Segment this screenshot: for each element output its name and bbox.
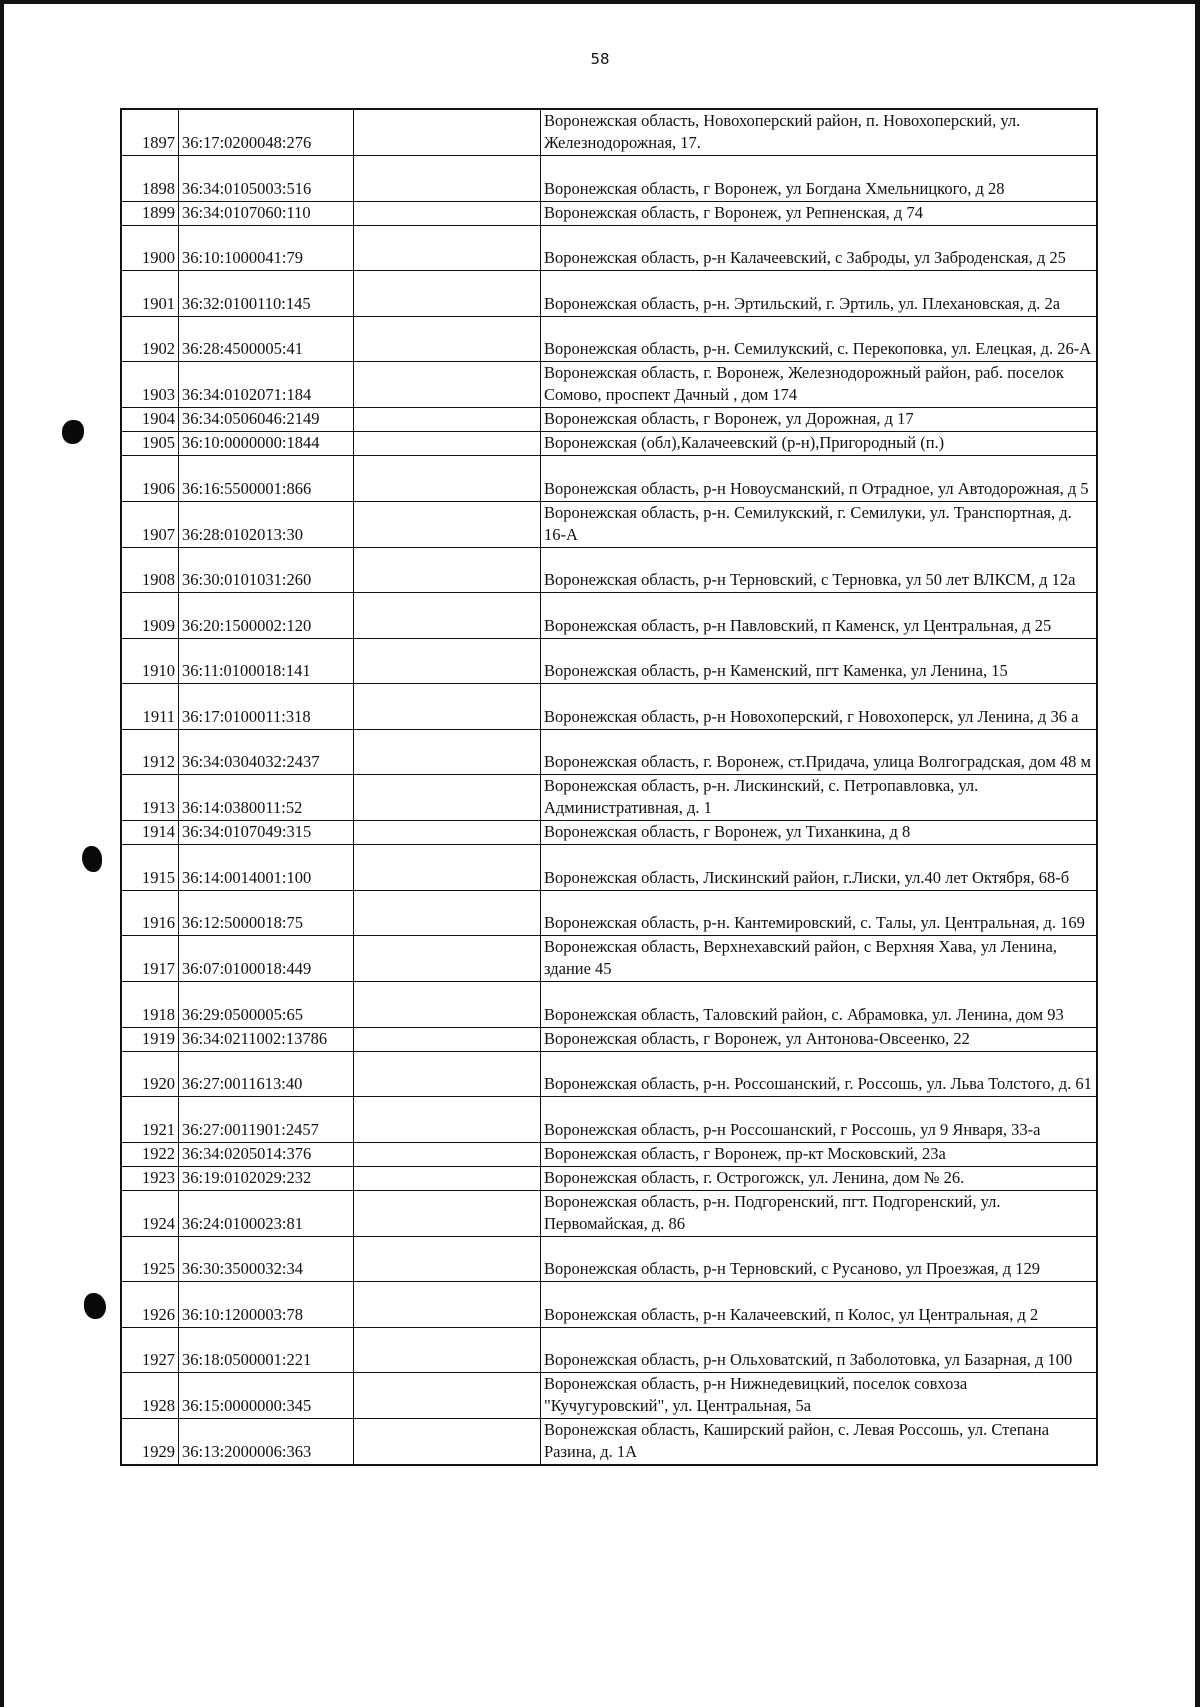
- address: Воронежская область, р-н Каменский, пгт Каменка, ул Ленина, 15: [541, 638, 1098, 684]
- row-number: 1900: [121, 225, 179, 271]
- empty-cell: [354, 1236, 541, 1282]
- address: Воронежская область, Каширский район, с. Левая Россошь, ул. Степана Разина, д. 1А: [541, 1419, 1098, 1466]
- address: Воронежская область, Новохоперский район, п. Новохоперский, ул. Железнодорожная, 17.: [541, 109, 1098, 156]
- address: Воронежская область, р-н. Россошанский, г. Россошь, ул. Льва Толстого, д. 61: [541, 1051, 1098, 1097]
- empty-cell: [354, 201, 541, 225]
- cadastral-number: 36:28:4500005:41: [179, 316, 354, 362]
- row-number: 1907: [121, 501, 179, 547]
- address: Воронежская область, р-н. Кантемировский, с. Талы, ул. Центральная, д. 169: [541, 890, 1098, 936]
- empty-cell: [354, 1282, 541, 1328]
- cadastral-number: 36:14:0014001:100: [179, 845, 354, 891]
- table-row: [121, 729, 1097, 775]
- empty-cell: [354, 775, 541, 821]
- address: Воронежская область, р-н. Семилукский, с. Перекоповка, ул. Елецкая, д. 26-А: [541, 316, 1098, 362]
- scan-border-top: [0, 0, 1200, 4]
- empty-cell: [354, 316, 541, 362]
- empty-cell: [354, 156, 541, 202]
- cadastral-number: 36:14:0380011:52: [179, 775, 354, 821]
- table-row: [121, 684, 1097, 730]
- cadastral-number: 36:34:0102071:184: [179, 362, 354, 408]
- table-row: [121, 821, 1097, 845]
- row-number: 1911: [121, 684, 179, 730]
- row-number: 1928: [121, 1373, 179, 1419]
- row-number: 1902: [121, 316, 179, 362]
- row-number: 1921: [121, 1097, 179, 1143]
- row-number: 1923: [121, 1166, 179, 1190]
- table-row: [121, 638, 1097, 684]
- empty-cell: [354, 362, 541, 408]
- empty-cell: [354, 1097, 541, 1143]
- address: Воронежская область, Верхнехавский район, с Верхняя Хава, ул Ленина, здание 45: [541, 936, 1098, 982]
- row-number: 1906: [121, 456, 179, 502]
- table-row: [121, 775, 1097, 821]
- row-number: 1903: [121, 362, 179, 408]
- cadastral-number: 36:24:0100023:81: [179, 1190, 354, 1236]
- empty-cell: [354, 225, 541, 271]
- row-number: 1925: [121, 1236, 179, 1282]
- cadastral-number: 36:20:1500002:120: [179, 593, 354, 639]
- table-row: [121, 1097, 1097, 1143]
- address: Воронежская область, р-н. Лискинский, с. Петропавловка, ул. Административная, д. 1: [541, 775, 1098, 821]
- address: Воронежская область, р-н Новоусманский, п Отрадное, ул Автодорожная, д 5: [541, 456, 1098, 502]
- cadastral-number: 36:30:0101031:260: [179, 547, 354, 593]
- table-row: [121, 432, 1097, 456]
- address: Воронежская область, Таловский район, с. Абрамовка, ул. Ленина, дом 93: [541, 982, 1098, 1028]
- row-number: 1904: [121, 408, 179, 432]
- table-row: [121, 890, 1097, 936]
- cadastral-number: 36:28:0102013:30: [179, 501, 354, 547]
- page-number: 58: [590, 50, 610, 68]
- cadastral-number: 36:34:0107060:110: [179, 201, 354, 225]
- cadastral-number: 36:30:3500032:34: [179, 1236, 354, 1282]
- row-number: 1905: [121, 432, 179, 456]
- cadastral-number: 36:11:0100018:141: [179, 638, 354, 684]
- binder-hole-mark: [62, 420, 84, 444]
- cadastral-number: 36:17:0200048:276: [179, 109, 354, 156]
- address: Воронежская область, р-н. Семилукский, г. Семилуки, ул. Транспортная, д. 16-А: [541, 501, 1098, 547]
- empty-cell: [354, 1051, 541, 1097]
- row-number: 1915: [121, 845, 179, 891]
- cadastral-number: 36:27:0011901:2457: [179, 1097, 354, 1143]
- address: Воронежская область, г Воронеж, ул Антонова-Овсеенко, 22: [541, 1027, 1098, 1051]
- scan-border-right: [1195, 0, 1200, 1707]
- table-row: [121, 1027, 1097, 1051]
- cadastral-number: 36:27:0011613:40: [179, 1051, 354, 1097]
- empty-cell: [354, 271, 541, 317]
- empty-cell: [354, 408, 541, 432]
- table-row: [121, 1142, 1097, 1166]
- row-number: 1898: [121, 156, 179, 202]
- table-row: [121, 547, 1097, 593]
- table-row: [121, 271, 1097, 317]
- cadastral-number: 36:34:0107049:315: [179, 821, 354, 845]
- registry-table-body: [121, 109, 1097, 1465]
- row-number: 1897: [121, 109, 179, 156]
- address: Воронежская область, г Воронеж, ул Богдана Хмельницкого, д 28: [541, 156, 1098, 202]
- empty-cell: [354, 501, 541, 547]
- empty-cell: [354, 982, 541, 1028]
- empty-cell: [354, 1166, 541, 1190]
- address: Воронежская область, р-н Терновский, с Терновка, ул 50 лет ВЛКСМ, д 12а: [541, 547, 1098, 593]
- empty-cell: [354, 1419, 541, 1466]
- row-number: 1916: [121, 890, 179, 936]
- address: Воронежская область, Лискинский район, г.Лиски, ул.40 лет Октября, 68-б: [541, 845, 1098, 891]
- cadastral-number: 36:07:0100018:449: [179, 936, 354, 982]
- address: Воронежская область, р-н. Подгоренский, пгт. Подгоренский, ул. Первомайская, д. 86: [541, 1190, 1098, 1236]
- address: Воронежская область, р-н Россошанский, г Россошь, ул 9 Января, 33-а: [541, 1097, 1098, 1143]
- row-number: 1910: [121, 638, 179, 684]
- empty-cell: [354, 1327, 541, 1373]
- cadastral-number: 36:16:5500001:866: [179, 456, 354, 502]
- address: Воронежская область, г. Воронеж, ст.Придача, улица Волгоградская, дом 48 м: [541, 729, 1098, 775]
- table-row: [121, 225, 1097, 271]
- address: Воронежская область, г Воронеж, ул Репненская, д 74: [541, 201, 1098, 225]
- cadastral-number: 36:10:1000041:79: [179, 225, 354, 271]
- address: Воронежская область, р-н Ольховатский, п Заболотовка, ул Базарная, д 100: [541, 1327, 1098, 1373]
- table-row: [121, 936, 1097, 982]
- table-row: [121, 1236, 1097, 1282]
- address: Воронежская область, г Воронеж, ул Дорожная, д 17: [541, 408, 1098, 432]
- row-number: 1914: [121, 821, 179, 845]
- table-row: [121, 1419, 1097, 1466]
- row-number: 1918: [121, 982, 179, 1028]
- address: Воронежская (обл),Калачеевский (р-н),Пригородный (п.): [541, 432, 1098, 456]
- empty-cell: [354, 890, 541, 936]
- address: Воронежская область, г. Воронеж, Железнодорожный район, раб. поселок Сомово, проспект Дачный , дом 174: [541, 362, 1098, 408]
- cadastral-number: 36:10:1200003:78: [179, 1282, 354, 1328]
- table-row: [121, 408, 1097, 432]
- empty-cell: [354, 1190, 541, 1236]
- row-number: 1913: [121, 775, 179, 821]
- cadastral-number: 36:34:0304032:2437: [179, 729, 354, 775]
- row-number: 1926: [121, 1282, 179, 1328]
- row-number: 1920: [121, 1051, 179, 1097]
- address: Воронежская область, р-н. Эртильский, г. Эртиль, ул. Плехановская, д. 2а: [541, 271, 1098, 317]
- row-number: 1909: [121, 593, 179, 639]
- cadastral-number: 36:34:0205014:376: [179, 1142, 354, 1166]
- empty-cell: [354, 729, 541, 775]
- empty-cell: [354, 593, 541, 639]
- binder-hole-mark: [82, 846, 102, 872]
- table-row: [121, 1051, 1097, 1097]
- table-row: [121, 1327, 1097, 1373]
- cadastral-number: 36:29:0500005:65: [179, 982, 354, 1028]
- binder-hole-mark: [84, 1293, 106, 1319]
- empty-cell: [354, 821, 541, 845]
- table-row: [121, 456, 1097, 502]
- table-row: [121, 1282, 1097, 1328]
- empty-cell: [354, 109, 541, 156]
- table-row: [121, 362, 1097, 408]
- row-number: 1917: [121, 936, 179, 982]
- table-row: [121, 1190, 1097, 1236]
- address: Воронежская область, р-н Калачеевский, с Заброды, ул Заброденская, д 25: [541, 225, 1098, 271]
- empty-cell: [354, 1142, 541, 1166]
- address: Воронежская область, р-н Калачеевский, п Колос, ул Центральная, д 2: [541, 1282, 1098, 1328]
- empty-cell: [354, 432, 541, 456]
- empty-cell: [354, 1373, 541, 1419]
- cadastral-number: 36:13:2000006:363: [179, 1419, 354, 1466]
- row-number: 1927: [121, 1327, 179, 1373]
- row-number: 1908: [121, 547, 179, 593]
- empty-cell: [354, 845, 541, 891]
- table-row: [121, 845, 1097, 891]
- cadastral-number: 36:18:0500001:221: [179, 1327, 354, 1373]
- table-row: [121, 1166, 1097, 1190]
- address: Воронежская область, р-н Нижнедевицкий, поселок совхоза "Кучугуровский", ул. Центральная, 5а: [541, 1373, 1098, 1419]
- row-number: 1919: [121, 1027, 179, 1051]
- address: Воронежская область, г Воронеж, пр-кт Московский, 23а: [541, 1142, 1098, 1166]
- address: Воронежская область, г. Острогожск, ул. Ленина, дом № 26.: [541, 1166, 1098, 1190]
- table-row: [121, 982, 1097, 1028]
- cadastral-number: 36:34:0105003:516: [179, 156, 354, 202]
- empty-cell: [354, 456, 541, 502]
- table-row: [121, 1373, 1097, 1419]
- cadastral-number: 36:17:0100011:318: [179, 684, 354, 730]
- address: Воронежская область, р-н Новохоперский, г Новохоперск, ул Ленина, д 36 а: [541, 684, 1098, 730]
- empty-cell: [354, 684, 541, 730]
- table-row: [121, 156, 1097, 202]
- cadastral-number: 36:34:0211002:13786: [179, 1027, 354, 1051]
- table-row: [121, 109, 1097, 156]
- address: Воронежская область, р-н Павловский, п Каменск, ул Центральная, д 25: [541, 593, 1098, 639]
- table-row: [121, 316, 1097, 362]
- row-number: 1922: [121, 1142, 179, 1166]
- address: Воронежская область, г Воронеж, ул Тиханкина, д 8: [541, 821, 1098, 845]
- address: Воронежская область, р-н Терновский, с Русаново, ул Проезжая, д 129: [541, 1236, 1098, 1282]
- table-row: [121, 501, 1097, 547]
- row-number: 1929: [121, 1419, 179, 1466]
- empty-cell: [354, 1027, 541, 1051]
- table-row: [121, 201, 1097, 225]
- cadastral-number: 36:12:5000018:75: [179, 890, 354, 936]
- row-number: 1924: [121, 1190, 179, 1236]
- row-number: 1901: [121, 271, 179, 317]
- empty-cell: [354, 638, 541, 684]
- empty-cell: [354, 547, 541, 593]
- table-row: [121, 593, 1097, 639]
- scan-border-left: [0, 0, 4, 1707]
- property-registry-table: [120, 108, 1098, 1466]
- cadastral-number: 36:10:0000000:1844: [179, 432, 354, 456]
- row-number: 1912: [121, 729, 179, 775]
- cadastral-number: 36:34:0506046:2149: [179, 408, 354, 432]
- cadastral-number: 36:15:0000000:345: [179, 1373, 354, 1419]
- empty-cell: [354, 936, 541, 982]
- cadastral-number: 36:32:0100110:145: [179, 271, 354, 317]
- cadastral-number: 36:19:0102029:232: [179, 1166, 354, 1190]
- row-number: 1899: [121, 201, 179, 225]
